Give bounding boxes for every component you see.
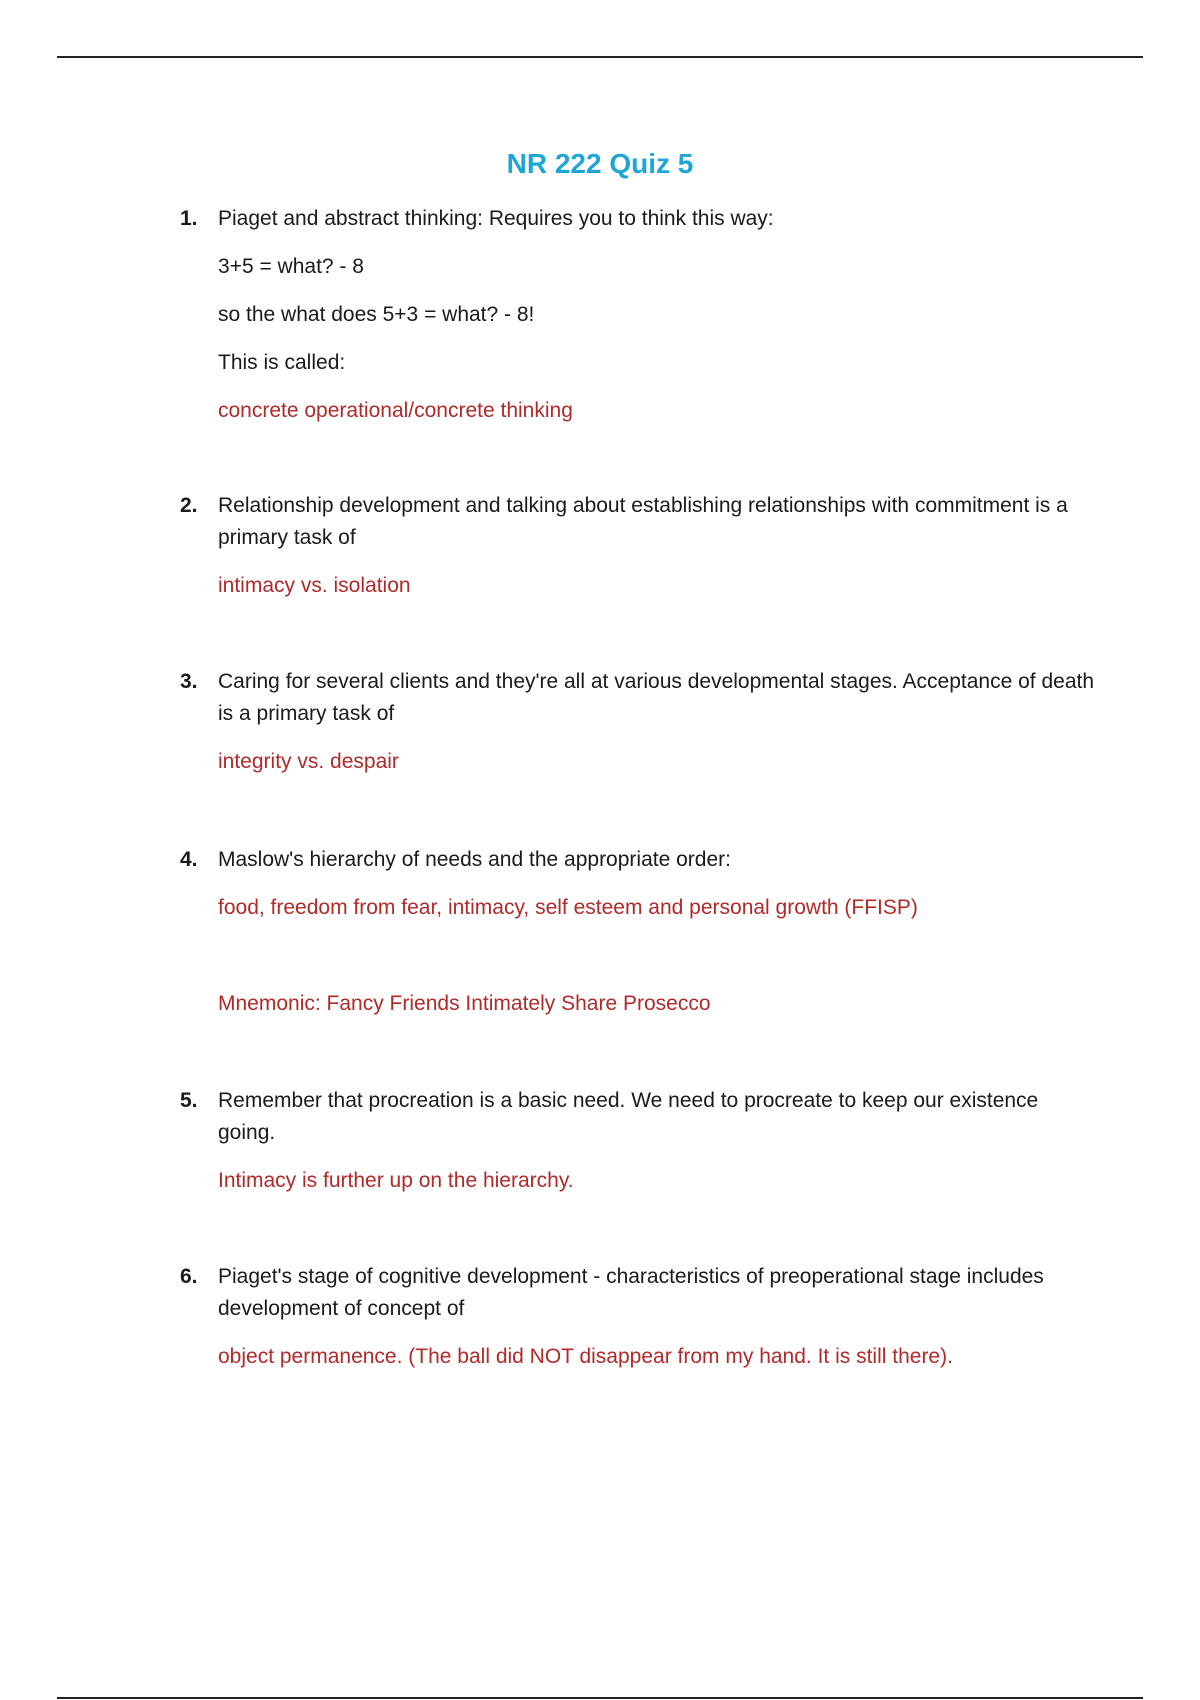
question-3 [180, 666, 1098, 778]
question-text: so the what does 5+3 = what? - 8! [218, 303, 535, 326]
question-4 [180, 844, 1098, 1020]
question-5 [180, 1085, 1098, 1197]
page-title: NR 222 Quiz 5 [506, 148, 694, 179]
answer-text: intimacy vs. isolation [218, 574, 411, 597]
question-2 [180, 490, 1098, 602]
footer-rule [57, 1697, 1143, 1699]
question-text: 3+5 = what? - 8 [218, 255, 364, 278]
question-number: 1. [180, 207, 198, 230]
question-6 [180, 1261, 1098, 1373]
question-text: This is called: [218, 351, 346, 374]
question-text: Piaget's stage of cognitive development - characteristics of preoperational stage includes development of concept of [218, 1265, 1044, 1320]
question-number: 6. [180, 1265, 198, 1288]
answer-text: integrity vs. despair [218, 750, 399, 773]
question-number: 4. [180, 848, 198, 871]
question-text: Piaget and abstract thinking: Requires you to think this way: [218, 207, 774, 230]
answer-text: concrete operational/concrete thinking [218, 399, 573, 422]
question-number: 3. [180, 670, 198, 693]
answer-text: Intimacy is further up on the hierarchy. [218, 1169, 574, 1192]
mnemonic-text: Mnemonic: Fancy Friends Intimately Share Prosecco [218, 992, 711, 1015]
question-text: Remember that procreation is a basic need. We need to procreate to keep our existence going. [218, 1089, 1039, 1144]
question-number: 2. [180, 494, 198, 517]
question-number: 5. [180, 1089, 198, 1112]
question-text: Maslow's hierarchy of needs and the appropriate order: [218, 848, 731, 871]
question-text: Caring for several clients and they're all at various developmental stages. Acceptance of death is a primary task of [218, 670, 1095, 725]
answer-text: object permanence. (The ball did NOT disappear from my hand. It is still there). [218, 1345, 953, 1368]
header-rule [57, 56, 1143, 58]
answer-text: food, freedom from fear, intimacy, self esteem and personal growth (FFISP) [218, 896, 918, 919]
question-text: Relationship development and talking about establishing relationships with commitment is a primary task of [218, 494, 1068, 549]
question-1 [180, 203, 1098, 427]
